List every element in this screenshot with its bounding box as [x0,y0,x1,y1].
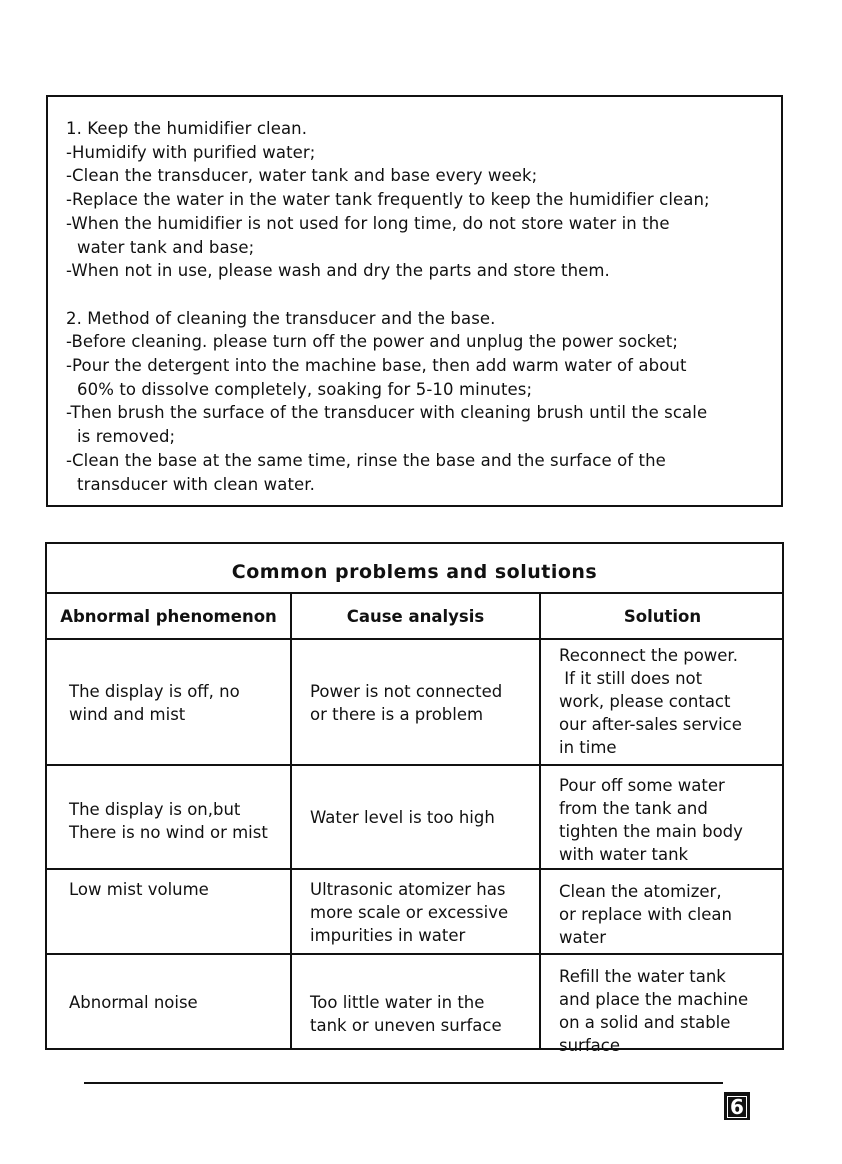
text-line: -When not in use, please wash and dry the parts and store them. [66,261,610,281]
text-line: is removed; [77,427,176,447]
cell-line: surface [559,1036,620,1055]
header-phenomenon: Abnormal phenomenon [47,594,292,640]
cell-solution [541,955,784,1055]
cell-text [310,806,495,829]
cell-cause [292,640,541,766]
text-line: transducer with clean water. [77,474,316,494]
cell-text [310,991,502,1037]
cell-line: more scale or excessive [310,903,509,922]
cell-line: with water tank [559,845,689,864]
table-title: Common problems and solutions [47,544,782,594]
text-line: -When the humidifier is not used for long time, do not store water in the [66,213,670,233]
maintenance-text [66,117,767,496]
cell-line: or there is a problem [310,705,484,724]
cell-line: or replace with clean [559,905,732,924]
cell-line: Water level is too high [310,808,495,827]
cell-text [69,878,209,901]
cell-line: If it still does not [559,669,703,688]
text-line: water tank and base; [77,237,255,257]
cell-line: wind and mist [69,705,186,724]
cell-line: water [559,928,607,947]
text-line: 60% to dissolve completely, soaking for 5-10 minutes; [77,379,533,399]
cell-text [69,798,268,844]
cell-line: Refill the water tank [559,967,726,986]
footer-rule [84,1082,723,1084]
cell-line: and place the machine [559,990,749,1009]
text-line: -Then brush the surface of the transducer with cleaning brush until the scale [66,403,708,423]
page-number [724,1092,750,1120]
cell-line: on a solid and stable [559,1013,731,1032]
text-line: -Before cleaning. please turn off the power and unplug the power socket; [66,332,679,352]
cell-text [69,680,240,726]
cell-cause [292,870,541,955]
text-line: -Clean the transducer, water tank and base every week; [66,166,538,186]
cell-line: Clean the atomizer, [559,882,722,901]
cell-line: from the tank and [559,799,708,818]
cell-line: Ultrasonic atomizer has [310,880,506,899]
cell-line: Too little water in the [310,993,485,1012]
cell-phenomenon [47,766,292,870]
troubleshooting-table [45,542,784,1055]
cell-line: Low mist volume [69,880,209,899]
header-cause: Cause analysis [292,594,541,640]
cell-line: in time [559,738,617,757]
cell-line: Power is not connected [310,682,503,701]
header-solution: Solution [541,594,784,640]
cell-text [310,680,502,726]
cell-line: our after-sales service [559,715,742,734]
cell-line: Reconnect the power. [559,646,738,665]
cell-cause [292,766,541,870]
cell-text [69,991,198,1014]
cell-phenomenon [47,640,292,766]
cell-phenomenon [47,955,292,1050]
text-line: 2. Method of cleaning the transducer and the base. [66,308,496,328]
page-number-text: 6 [727,1096,747,1118]
cell-solution [541,766,784,870]
cell-text [310,878,508,947]
cell-solution [541,640,784,766]
cell-line: The display is off, no [69,682,240,701]
cell-text [559,880,732,949]
text-line: 1. Keep the humidifier clean. [66,119,308,138]
cell-text [559,774,743,866]
cell-solution [541,870,784,955]
maintenance-instructions-box [46,95,783,507]
cell-line: The display is on,but [69,800,241,819]
cell-line: Pour off some water [559,776,725,795]
cell-text [559,965,748,1057]
cell-line: impurities in water [310,926,466,945]
cell-line: There is no wind or mist [69,823,268,842]
cell-phenomenon [47,870,292,955]
cell-cause [292,955,541,1050]
text-line: -Humidify with purified water; [66,142,316,162]
cell-line: Abnormal noise [69,993,198,1012]
paragraph-gap [66,283,767,307]
cell-line: tank or uneven surface [310,1016,502,1035]
cell-text [559,644,742,759]
text-line: -Clean the base at the same time, rinse the base and the surface of the [66,450,666,470]
text-line: -Replace the water in the water tank frequently to keep the humidifier clean; [66,190,710,210]
cell-line: work, please contact [559,692,731,711]
cell-line: tighten the main body [559,822,743,841]
text-line: -Pour the detergent into the machine base, then add warm water of about [66,356,687,376]
